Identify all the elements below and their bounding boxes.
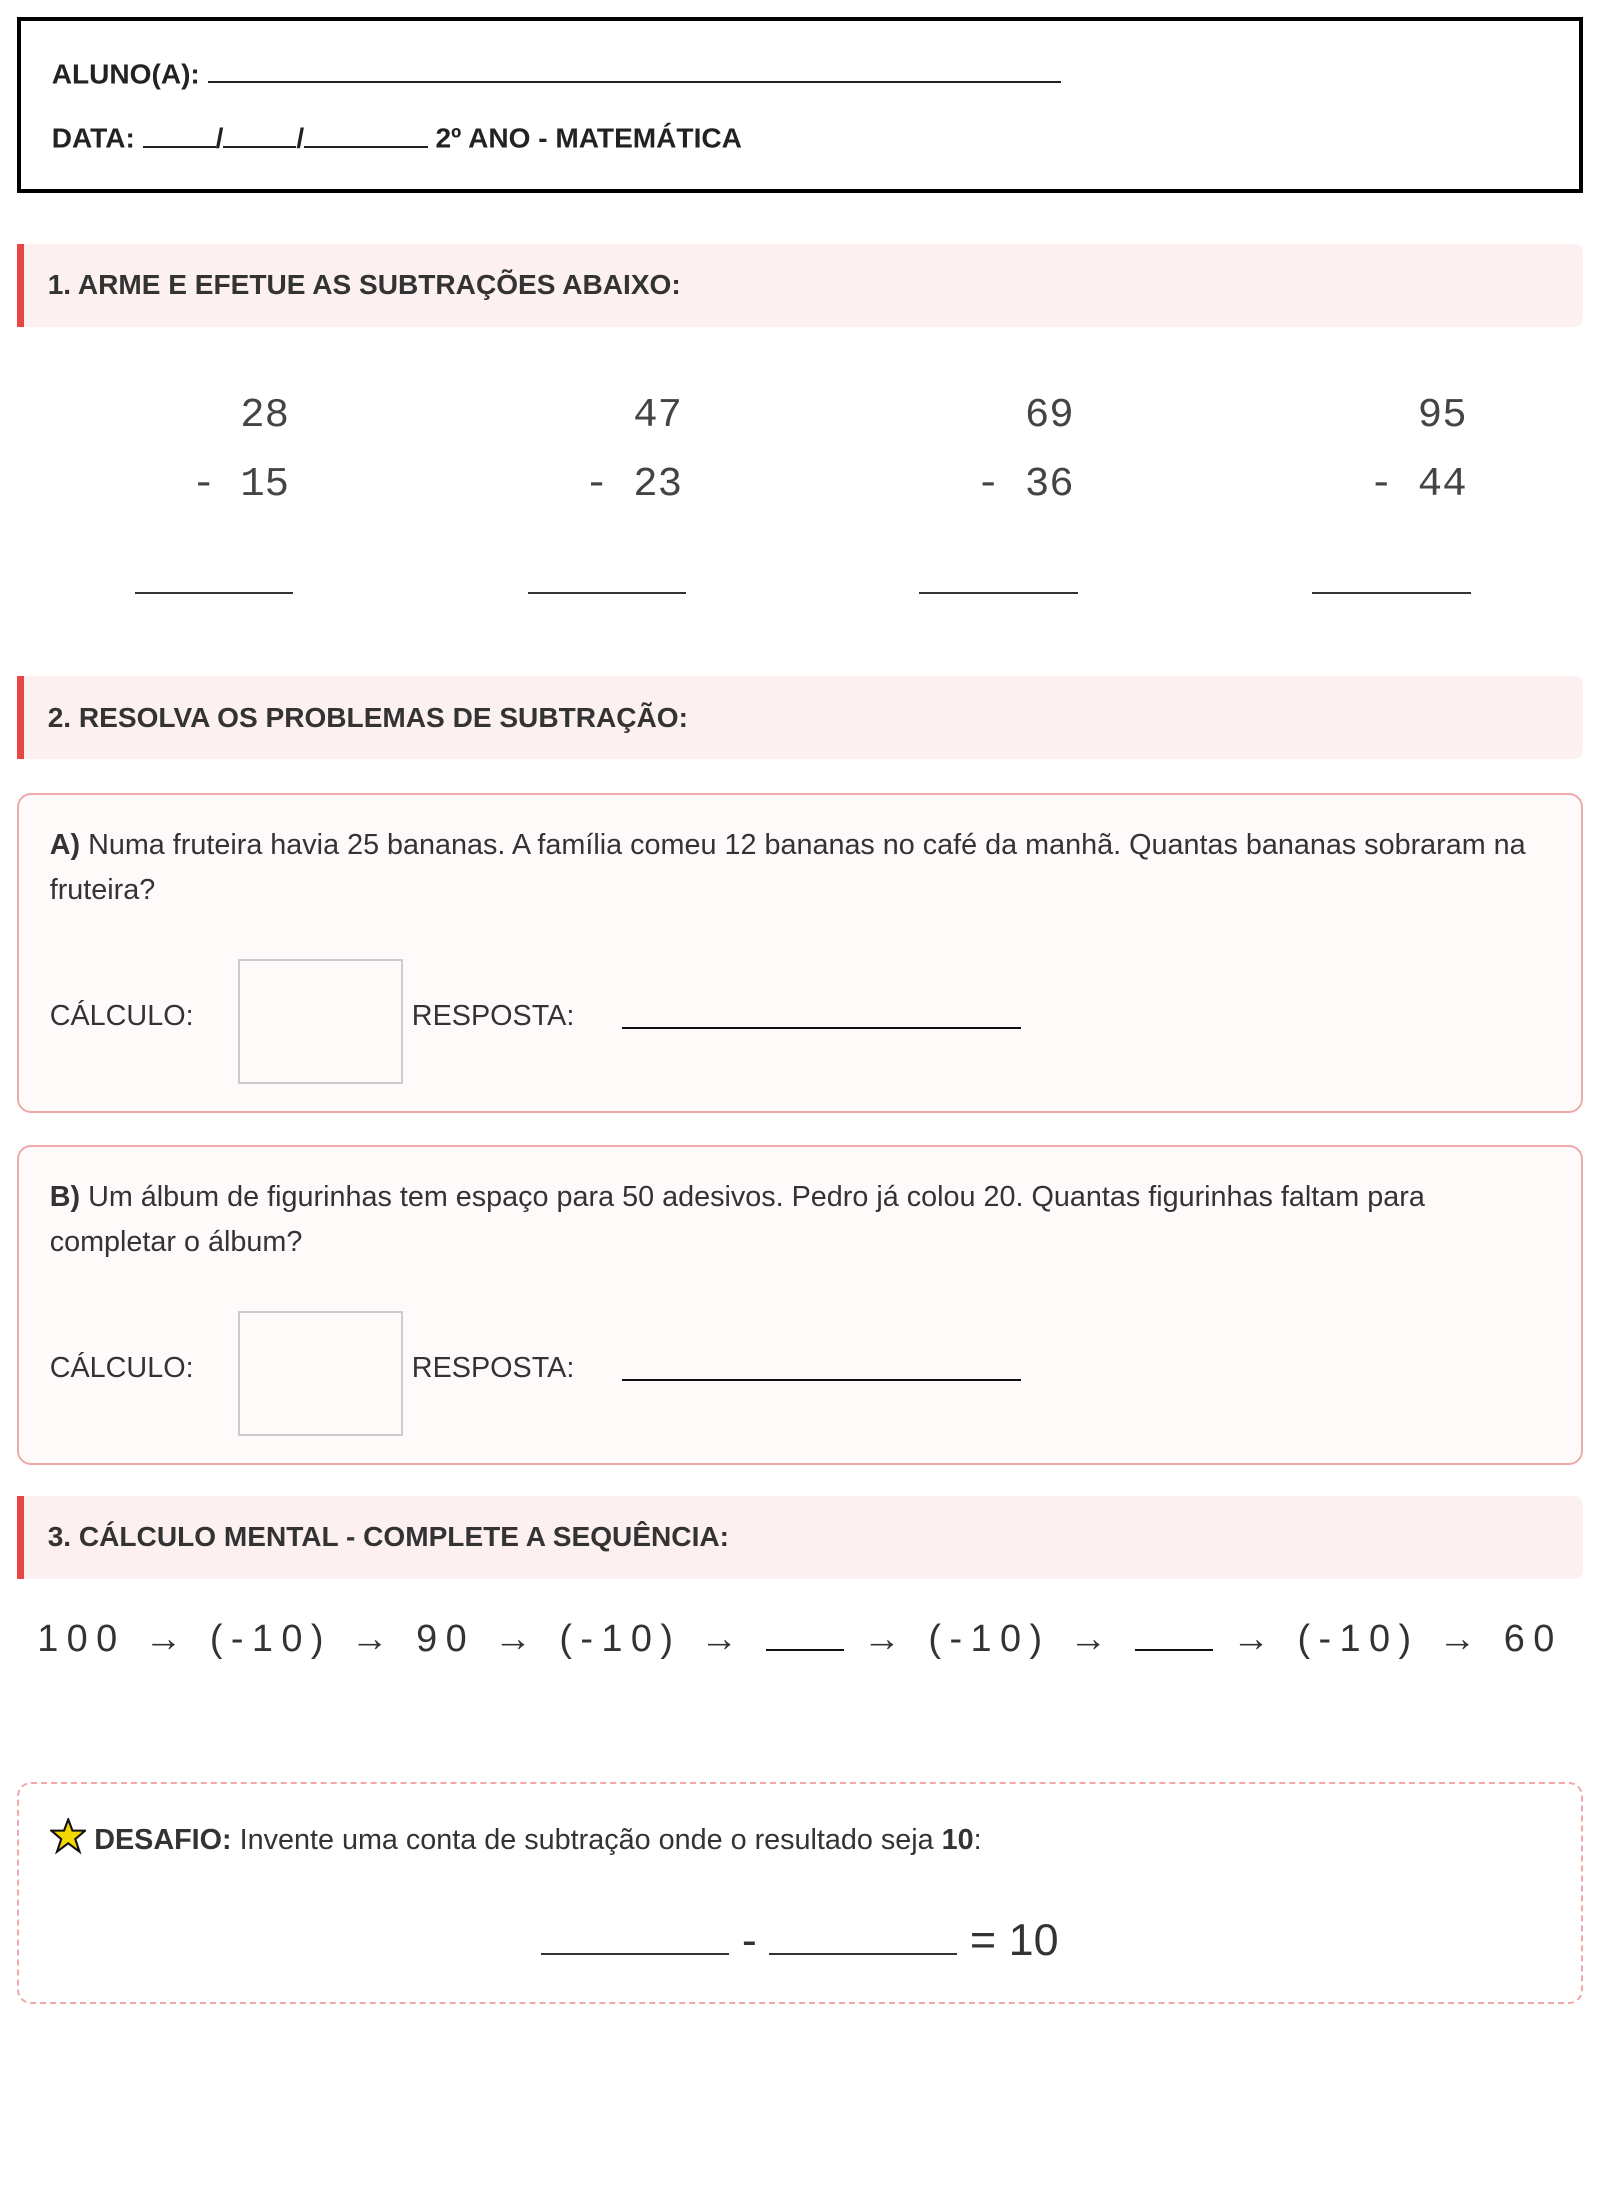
star-icon [50, 1818, 86, 1862]
grade-label: 2º ANO - MATEMÁTICA [435, 122, 742, 154]
student-name-field[interactable] [208, 56, 1061, 83]
challenge-label: DESAFIO: [94, 1823, 232, 1856]
subtraction-item [486, 382, 682, 520]
problem-a-card [17, 793, 1583, 1113]
answer-line[interactable] [528, 592, 687, 594]
section-1-header [17, 244, 1583, 327]
answer-label: RESPOSTA: [411, 999, 575, 1032]
section-2-header [17, 676, 1583, 759]
date-separator: / [215, 122, 224, 154]
calc-label: CÁLCULO: [49, 999, 194, 1032]
section-3-header [17, 1496, 1583, 1579]
equation-result: = 10 [969, 1913, 1059, 1965]
subtrahend-blank[interactable] [769, 1911, 957, 1955]
section-title: 2. RESOLVA OS PROBLEMAS DE SUBTRAÇÃO: [47, 701, 688, 733]
subtraction-item [93, 382, 289, 520]
seq-step: (-10) [928, 1618, 1051, 1661]
subtrahend: - 15 [191, 461, 290, 508]
calc-box[interactable] [238, 1311, 403, 1436]
seq-step: (-10) [209, 1618, 332, 1661]
section-title: 3. CÁLCULO MENTAL - COMPLETE A SEQUÊNCIA: [47, 1521, 729, 1553]
arrow-icon: → [700, 1618, 747, 1661]
answer-line[interactable] [919, 592, 1078, 594]
minus-sign: - [741, 1913, 757, 1965]
month-field[interactable] [223, 120, 296, 147]
student-name-row [52, 56, 1061, 90]
year-field[interactable] [304, 120, 428, 147]
problem-statement: Um álbum de figurinhas tem espaço para 50 adesivos. Pedro já colou 20. Quantas figurinhas faltam para completar o álbum? [49, 1181, 1425, 1259]
section-title: 1. ARME E EFETUE AS SUBTRAÇÕES ABAIXO: [47, 269, 681, 301]
minuend: 69 [1024, 392, 1074, 439]
arrow-icon: → [863, 1618, 910, 1661]
calc-label: CÁLCULO: [49, 1352, 194, 1385]
subtraction-item [877, 382, 1073, 520]
challenge-target: 10 [941, 1823, 974, 1856]
problem-text [50, 823, 1552, 913]
answer-line[interactable] [135, 592, 294, 594]
seq-number: 100 [37, 1618, 126, 1661]
number-sequence [17, 1611, 1583, 1667]
minuend: 95 [1417, 392, 1467, 439]
student-label: ALUNO(A): [51, 58, 200, 90]
date-label: DATA: [51, 122, 135, 154]
arrow-icon: → [144, 1618, 191, 1661]
subtraction-item [1270, 382, 1466, 520]
arrow-icon: → [1069, 1618, 1116, 1661]
subtrahend: - 23 [584, 461, 683, 508]
challenge-box [17, 1782, 1583, 2004]
challenge-instruction: Invente uma conta de subtração onde o resultado seja [239, 1823, 942, 1856]
answer-line[interactable] [622, 1027, 1021, 1029]
arrow-icon: → [1232, 1618, 1279, 1661]
seq-step: (-10) [1297, 1618, 1420, 1661]
seq-step: (-10) [559, 1618, 682, 1661]
minuend: 28 [240, 392, 290, 439]
answer-line[interactable] [1312, 592, 1471, 594]
problem-letter: A) [49, 829, 81, 862]
answer-label: RESPOSTA: [411, 1352, 575, 1385]
seq-blank[interactable] [1135, 1613, 1214, 1651]
colon: : [973, 1823, 982, 1856]
arrow-icon: → [494, 1618, 541, 1661]
minuend-blank[interactable] [541, 1911, 729, 1955]
arrow-icon: → [350, 1618, 398, 1661]
problem-letter: B) [49, 1181, 81, 1214]
problem-text [50, 1175, 1552, 1265]
challenge-equation [19, 1911, 1581, 1966]
seq-blank[interactable] [766, 1613, 845, 1651]
problem-statement: Numa fruteira havia 25 bananas. A família comeu 12 bananas no café da manhã. Quantas bananas sobraram na fruteira? [49, 829, 1526, 906]
date-row [52, 120, 742, 154]
day-field[interactable] [143, 120, 216, 147]
date-separator: / [296, 122, 305, 154]
subtrahend: - 44 [1368, 461, 1467, 508]
answer-line[interactable] [622, 1379, 1021, 1381]
student-info-box [17, 17, 1583, 193]
calc-box[interactable] [238, 959, 403, 1084]
arrow-icon: → [1438, 1618, 1485, 1661]
seq-number: 90 [416, 1618, 476, 1661]
seq-number: 60 [1503, 1618, 1563, 1661]
challenge-text [50, 1818, 982, 1862]
problem-b-card [17, 1145, 1583, 1465]
minuend: 47 [633, 392, 683, 439]
subtrahend: - 36 [976, 461, 1074, 508]
